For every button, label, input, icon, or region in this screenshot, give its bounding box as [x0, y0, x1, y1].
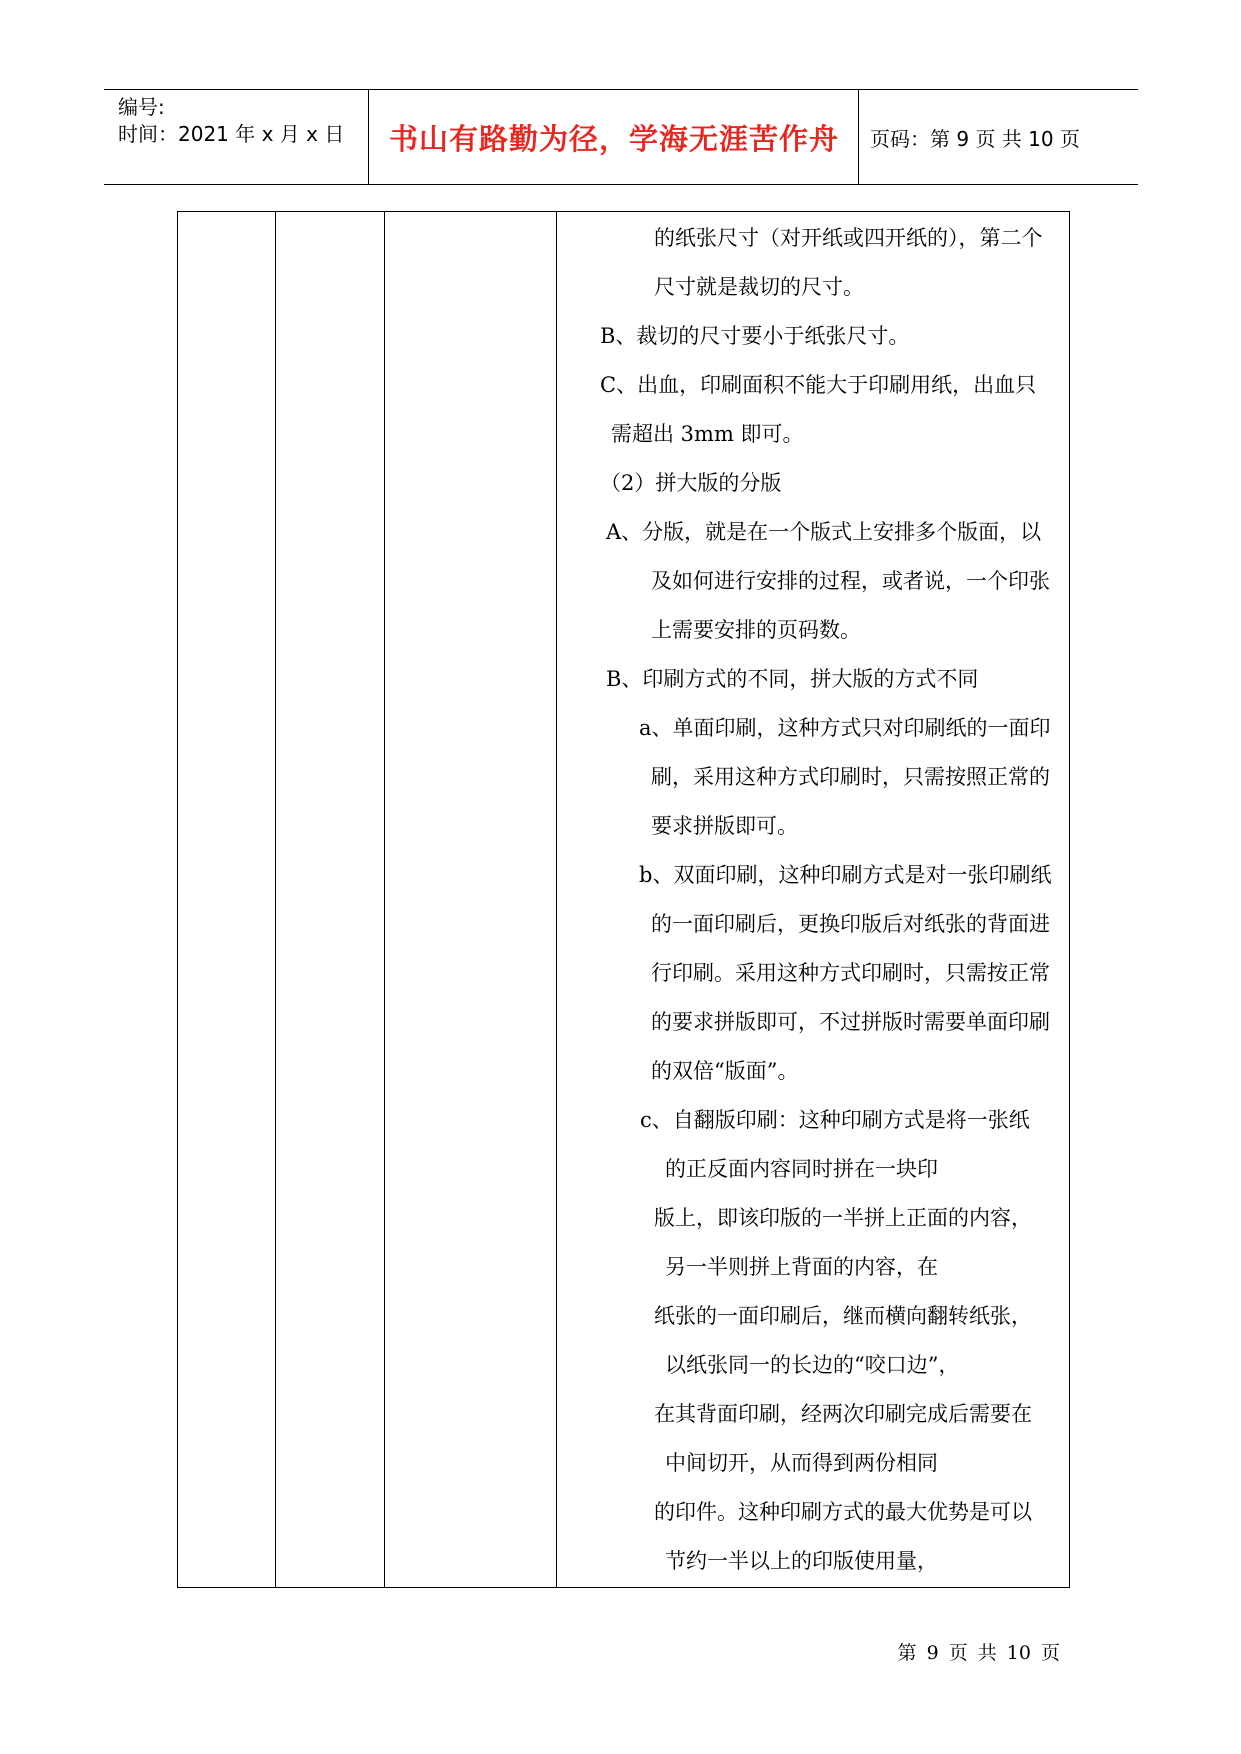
content-line: （2）拼大版的分版 [600, 471, 782, 495]
content-line: a、单面印刷，这种方式只对印刷纸的一面印 [639, 716, 1051, 740]
content-line: 在其背面印刷，经两次印刷完成后需要在 [654, 1402, 1032, 1426]
header-divider [858, 90, 859, 184]
footer-page-number: 第 9 页 共 10 页 [897, 1642, 1060, 1664]
content-line: 版上，即该印版的一半拼上正面的内容， [654, 1206, 1032, 1230]
content-line: 的正反面内容同时拼在一块印 [665, 1157, 938, 1181]
content-line: 的要求拼版即可，不过拼版时需要单面印刷 [651, 1010, 1050, 1034]
content-line: 及如何进行安排的过程，或者说，一个印张 [651, 569, 1050, 593]
content-line: 上需要安排的页码数。 [651, 618, 861, 642]
page-footer [0, 1638, 1241, 1668]
content-line: 尺寸就是裁切的尺寸。 [654, 275, 864, 299]
content-line: A、分版，就是在一个版式上安排多个版面，以 [606, 520, 1042, 544]
content-line: 的一面印刷后，更换印版后对纸张的背面进 [651, 912, 1050, 936]
content-line: 的印件。这种印刷方式的最大优势是可以 [654, 1500, 1032, 1524]
content-line: c、自翻版印刷：这种印刷方式是将一张纸 [640, 1108, 1030, 1132]
header-page-number: 页码：第 9 页 共 10 页 [870, 126, 1080, 151]
content-line: C、出血，印刷面积不能大于印刷用纸，出血只 [600, 373, 1037, 397]
header-meta [118, 90, 368, 184]
content-line: 需超出 3mm 即可。 [611, 422, 804, 446]
content-line: 中间切开，从而得到两份相同 [665, 1451, 938, 1475]
content-line: 行印刷。采用这种方式印刷时，只需按正常 [651, 961, 1050, 985]
header-motto: 书山有路勤为径，学海无涯苦作舟 [388, 121, 839, 156]
content-line: B、印刷方式的不同，拼大版的方式不同 [606, 667, 979, 691]
content-line: 刷，采用这种方式印刷时，只需按照正常的 [651, 765, 1050, 789]
document-number-label: 编号: [118, 95, 165, 119]
content-table [177, 211, 1070, 1588]
content-line: 另一半则拼上背面的内容，在 [665, 1255, 938, 1279]
content-line: B、裁切的尺寸要小于纸张尺寸。 [600, 324, 910, 348]
content-line: b、双面印刷，这种印刷方式是对一张印刷纸 [639, 863, 1052, 887]
content-line: 节约一半以上的印版使用量， [665, 1549, 938, 1573]
content-line: 要求拼版即可。 [651, 814, 798, 838]
content-line: 的双倍“版面”。 [651, 1059, 799, 1083]
document-time-label: 时间：2021 年 x 月 x 日 [118, 122, 345, 146]
content-line: 以纸张同一的长边的“咬口边”， [665, 1353, 960, 1377]
content-line: 的纸张尺寸（对开纸或四开纸的），第二个 [654, 226, 1043, 250]
page-header [104, 89, 1138, 185]
header-divider [368, 90, 369, 184]
content-line: 纸张的一面印刷后，继而横向翻转纸张， [654, 1304, 1032, 1328]
table-content-cell [178, 212, 1069, 1587]
